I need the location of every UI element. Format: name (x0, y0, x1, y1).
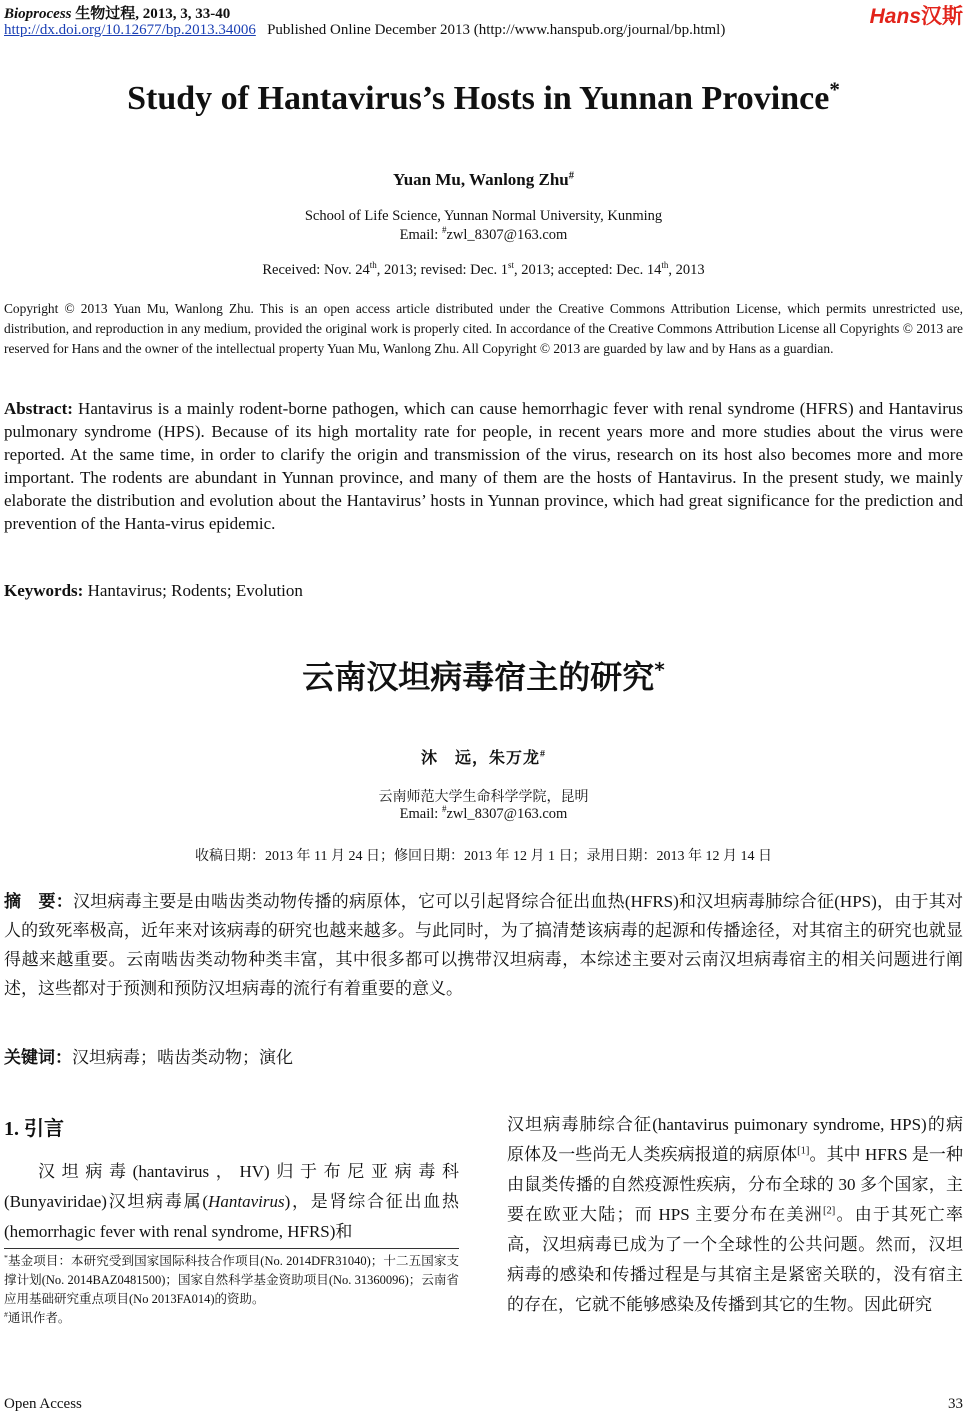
footnote-corresponding: #通讯作者。 (4, 1309, 71, 1325)
abstract-en-text: Hantavirus is a mainly rodent-borne pathogen, which can cause hemorrhagic fever with renal syndrome (HFRS) and Hantavirus pulmonary syndrome (HPS). Because of its high mortality rate for people, in recent years more and more studies about the virus were reported. At the same time, in order to clarify the origin and transmission of the virus, research on its host also becomes more and more important. The rodents are abundant in Yunnan province, and many of them are the hosts of Hantavirus. In the present study, we mainly elaborate the distribution and evolution about the Hantavirus’ hosts in Yunnan province, which had great significance for the prediction and prevention of the Hanta-virus epidemic. (4, 399, 963, 533)
abstract-en-label: Abstract: (4, 399, 73, 418)
header-doi-line (4, 22, 725, 39)
citation-ref: [2] (822, 1205, 836, 1217)
email-en: Email: #zwl_8307@163.com (399, 225, 568, 243)
keywords-en: Keywords: Hantavirus; Rodents; Evolution (4, 581, 303, 600)
doi-link[interactable]: http://dx.doi.org/10.12677/bp.2013.34006 (4, 22, 256, 38)
paragraph: 汉坦病毒(hantavirus，HV)归于布尼亚病毒科(Bunyaviridae)汉坦病毒属(Hantavirus)，是肾综合征出血热(hemorrhagic fever with renal syndrome, HFRS)和 (4, 1162, 459, 1241)
right-column: 汉坦病毒肺综合征(hantavirus puimonary syndrome, HPS)的病原体及一些尚无人类疾病报道的病原体[1]。其中 HFRS 是一种由鼠类传播的自然疫源性疾病，分布全球的 30 多个国家，主要在欧亚大陆；而 HPS 主要分布在美洲[2]。由于其死亡率高，汉坦病毒已成为了一个全球性的公共问题。然而，汉坦病毒的感染和传播过程是与其宿主是紧密关联的，没有宿主的存在，它就不能够感染及传播到其它的生物。因此研究 (507, 1115, 964, 1314)
keywords-zh: 关键词：汉坦病毒；啮齿类动物；演化 (4, 1048, 293, 1067)
title-en: Study of Hantavirus’s Hosts in Yunnan Province* (127, 77, 840, 117)
affiliation-en: School of Life Science, Yunnan Normal University, Kunming (304, 208, 663, 224)
email-zh: Email: #zwl_8307@163.com (399, 804, 568, 822)
citation-ref: [1] (797, 1145, 810, 1157)
hans-logo: Hans汉斯 (869, 5, 963, 28)
footnotes (4, 1252, 459, 1328)
volume-info: , 2013, 3, 33-40 (135, 6, 231, 22)
abstract-zh-text: 汉坦病毒主要是由啮齿类动物传播的病原体，它可以引起肾综合征出血热(HFRS)和汉坦病毒肺综合征(HPS)，由于其对人的致死率极高，近年来对该病毒的研究也越来越多。与此同时，为了搞清楚该病毒的起源和传播途径，对其宿主的研究也就显得越来越重要。云南啮齿类动物种类丰富，其中很多都可以携带汉坦病毒，本综述主要对云南汉坦病毒宿主的相关问题进行阐述，这些都对于预测和预防汉坦病毒的流行有着重要的意义。 (4, 892, 964, 998)
abstract-zh-label: 摘 要： (4, 892, 73, 911)
published-online: Published Online December 2013 (http://www.hanspub.org/journal/bp.html) (267, 22, 726, 38)
copyright-notice: Copyright © 2013 Yuan Mu, Wanlong Zhu. This is an open access article distributed under the Creative Commons Attribution License, which permits unrestricted use, distribution, and reproduction in any medium, provided the original work is properly cited. In accordance of the Creative Commons Attribution License all Copyrights © 2013 are reserved for Hans and the owner of the intellectual property Yuan Mu, Wanlong Zhu. All Copyright © 2013 are guarded by law and by Hans as a guardian. (4, 301, 963, 356)
authors-en: Yuan Mu, Wanlong Zhu# (392, 170, 575, 189)
title-zh: 云南汉坦病毒宿主的研究* (302, 658, 665, 696)
dates-zh: 收稿日期：2013 年 11 月 24 日；修回日期：2013 年 12 月 1 日；录用日期：2013 年 12 月 14 日 (195, 849, 772, 864)
footer-open-access: Open Access (4, 1396, 82, 1412)
abstract-zh (4, 887, 963, 1003)
footnote-divider (4, 1248, 459, 1249)
authors-zh: 沐 远，朱万龙# (421, 748, 546, 767)
section-heading-introduction: 1. 引言 (4, 1118, 64, 1140)
affiliation-zh: 云南师范大学生命科学学院，昆明 (378, 790, 589, 805)
left-column (4, 1157, 459, 1247)
footnote-funding: *基金项目：本研究受到国家国际科技合作项目(No. 2014DFR31040)；十二五国家支撑计划(No. 2014BAZ0481500)；国家自然科学基金资助项目(No. 31360096)；云南省应用基础研究重点项目(No 2013FA014)的资助。 (4, 1252, 459, 1306)
journal-name: Bioprocess (4, 6, 72, 22)
page-number: 33 (948, 1396, 963, 1412)
journal-name-cn: 生物过程 (75, 6, 136, 22)
journal-header (4, 2, 230, 23)
dates-en: Received: Nov. 24th, 2013; revised: Dec. 1st, 2013; accepted: Dec. 14th, 2013 (262, 260, 705, 278)
abstract-en (4, 397, 963, 535)
